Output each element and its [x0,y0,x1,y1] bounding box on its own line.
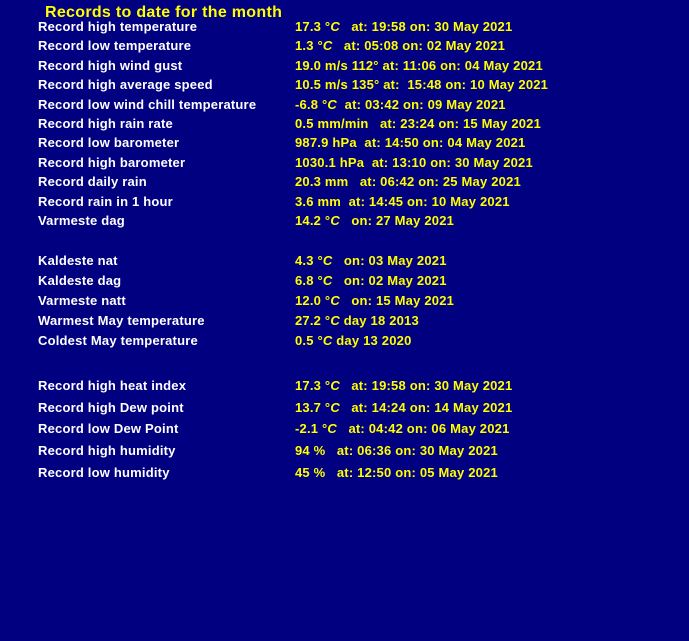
record-value: 27.2 °C day 18 2013 [295,312,419,328]
page-title: Records to date for the month [45,4,283,21]
record-row [0,38,689,57]
record-value: -6.8 °C at: 03:42 on: 09 May 2021 [295,96,506,112]
record-label: Record high temperature [38,19,198,34]
record-label: Kaldeste nat [38,252,118,268]
record-value: 1030.1 hPa at: 13:10 on: 30 May 2021 [295,154,533,170]
record-value: 94 % at: 06:36 on: 30 May 2021 [295,442,498,458]
record-row [0,19,689,38]
record-row [0,213,689,232]
record-row [0,378,689,400]
record-row [0,313,689,333]
record-label: Record low wind chill temperature [38,96,257,112]
record-value: 19.0 m/s 112° at: 11:06 on: 04 May 2021 [295,57,543,73]
records-list [0,19,689,486]
record-value: 17.3 °C at: 19:58 on: 30 May 2021 [295,377,513,393]
record-value: -2.1 °C at: 04:42 on: 06 May 2021 [295,421,510,437]
record-row [0,155,689,174]
record-value: 45 % at: 12:50 on: 05 May 2021 [295,464,498,480]
record-value: 0.5 °C day 13 2020 [295,332,412,348]
record-row [0,116,689,135]
record-row [0,77,689,96]
record-label: Record high humidity [38,442,176,458]
record-row [0,421,689,443]
record-row [0,97,689,116]
record-label: Record daily rain [38,174,147,190]
record-value: 17.3 °C at: 19:58 on: 30 May 2021 [295,19,513,34]
record-label: Varmeste natt [38,292,126,308]
record-label: Record high barometer [38,154,186,170]
records-section-humidity [0,378,689,486]
record-row [0,293,689,313]
record-label: Warmest May temperature [38,312,205,328]
record-row [0,253,689,273]
record-label: Record high Dew point [38,399,184,415]
record-label: Record high rain rate [38,115,173,131]
record-label: Record low temperature [38,38,192,54]
record-value: 20.3 mm at: 06:42 on: 25 May 2021 [295,174,521,190]
record-row [0,333,689,353]
record-label: Coldest May temperature [38,332,198,348]
record-row [0,58,689,77]
record-row [0,465,689,487]
record-value: 0.5 mm/min at: 23:24 on: 15 May 2021 [295,115,542,131]
record-label: Record high wind gust [38,57,183,73]
record-label: Kaldeste dag [38,272,122,288]
record-value: 10.5 m/s 135° at: 15:48 on: 10 May 2021 [295,77,549,93]
record-label: Varmeste dag [38,212,125,228]
record-row [0,135,689,154]
record-row [0,194,689,213]
record-value: 1.3 °C at: 05:08 on: 02 May 2021 [295,38,505,54]
record-value: 13.7 °C at: 14:24 on: 14 May 2021 [295,399,513,415]
record-value: 6.8 °C on: 02 May 2021 [295,272,447,288]
record-value: 12.0 °C on: 15 May 2021 [295,292,455,308]
record-value: 3.6 mm at: 14:45 on: 10 May 2021 [295,193,510,209]
record-label: Record rain in 1 hour [38,193,173,209]
record-label: Record low humidity [38,464,170,480]
record-value: 14.2 °C on: 27 May 2021 [295,212,455,228]
record-label: Record low Dew Point [38,421,179,437]
record-value: 4.3 °C on: 03 May 2021 [295,252,447,268]
record-row [0,174,689,193]
record-value: 987.9 hPa at: 14:50 on: 04 May 2021 [295,135,526,151]
records-section-main [0,19,689,232]
record-row [0,400,689,422]
record-label: Record high average speed [38,77,213,93]
record-label: Record high heat index [38,377,187,393]
record-row [0,443,689,465]
records-section-days [0,253,689,353]
record-label: Record low barometer [38,135,180,151]
record-row [0,273,689,293]
